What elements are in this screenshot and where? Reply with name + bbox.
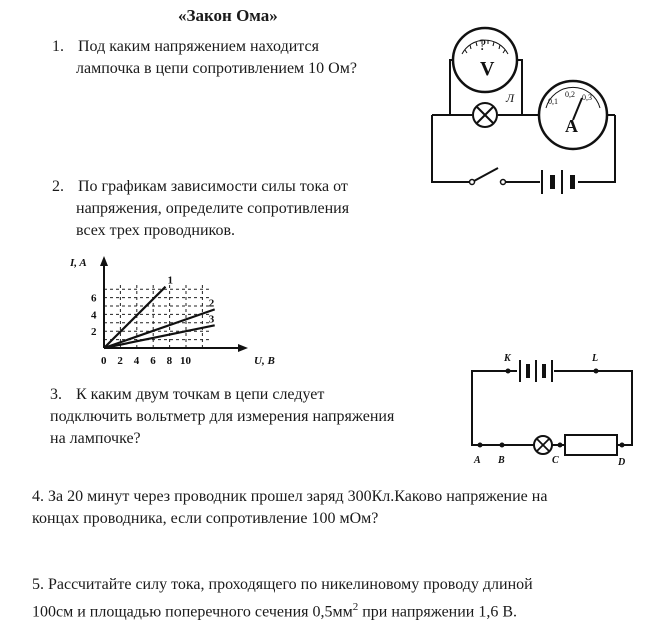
question-2-line-1: По графикам зависимости силы тока от — [78, 178, 348, 195]
x-tick-label: 10 — [180, 355, 191, 367]
ammeter-label: A — [565, 116, 578, 136]
question-4-line-2: концах проводника, если сопротивление 100 мОм? — [32, 510, 379, 527]
x-tick-label: 8 — [166, 355, 173, 367]
question-2-number: 2. — [52, 178, 64, 195]
x-tick-label: 0 — [101, 355, 107, 367]
question-2-line-3: всех трех проводников. — [76, 222, 236, 239]
question-2 — [52, 176, 397, 242]
voltmeter-icon — [453, 28, 517, 92]
y-tick-label: 4 — [91, 309, 97, 322]
question-1-number: 1. — [52, 38, 64, 55]
question-3-line-2: подключить вольтметр для измерения напряжения — [50, 408, 395, 425]
current-voltage-chart — [70, 250, 300, 378]
question-3-number: 3. — [50, 386, 62, 403]
question-5-line-2b: при напряжении 1,6 В. — [358, 603, 518, 621]
series-label-3: 3 — [208, 313, 215, 326]
y-axis-arrow — [100, 256, 108, 266]
resistor-icon — [565, 435, 617, 455]
ammeter-icon — [539, 81, 607, 149]
x-tick-label: 2 — [117, 355, 123, 367]
point-a-label: A — [474, 455, 481, 466]
x-tick-label: 6 — [150, 355, 156, 367]
question-4-number: 4. — [32, 488, 44, 505]
ammeter-scale-1: 0,1 — [548, 97, 558, 106]
question-5-line-2a: 100см и площадью поперечного сечения 0,5мм — [32, 603, 353, 621]
question-1-line-2: лампочка в цепи сопротивлением 10 Ом? — [76, 60, 357, 77]
point-b-label: B — [498, 455, 505, 466]
point-k-label: K — [504, 353, 511, 364]
lamp-label: Л — [506, 91, 515, 105]
x-axis-label: U, B — [254, 355, 275, 367]
question-4-line-1: За 20 минут через проводник прошел заряд 300Кл.Каково напряжение на — [48, 488, 548, 505]
lamp-icon — [534, 436, 552, 454]
question-3-line-3: на лампочке? — [50, 430, 141, 447]
question-5 — [32, 574, 642, 623]
worksheet-title: «Закон Ома» — [178, 6, 278, 25]
series-line-1 — [104, 287, 166, 348]
switch-icon — [470, 168, 506, 185]
question-4 — [32, 486, 632, 530]
point-c-label: C — [552, 455, 559, 466]
point-l-label: L — [592, 353, 599, 364]
circuit-diagram-1 — [410, 20, 635, 200]
ammeter-scale-3: 0,3 — [582, 93, 592, 102]
point-d-label: D — [618, 457, 626, 468]
battery-icon — [542, 170, 575, 194]
question-5-exponent: 2 — [352, 601, 359, 613]
y-tick-label: 6 — [91, 292, 97, 305]
circuit-diagram-2 — [462, 350, 647, 475]
series-label-2: 2 — [208, 297, 215, 310]
question-3 — [50, 384, 450, 450]
x-tick-label: 4 — [133, 355, 140, 367]
lamp-icon — [473, 103, 497, 127]
voltmeter-label: V — [480, 58, 495, 80]
question-1 — [52, 36, 382, 80]
question-3-line-1: К каким двум точкам в цепи следует — [76, 386, 325, 403]
x-axis-arrow — [238, 344, 248, 352]
series-label-1: 1 — [167, 274, 173, 287]
question-2-line-2: напряжения, определите сопротивления — [76, 200, 350, 217]
question-5-line-1: 5. Рассчитайте силу тока, проходящего по никелиновому проводу длиной — [32, 576, 533, 593]
y-axis-label: I, A — [70, 257, 87, 269]
question-1-line-1: Под каким напряжением находится — [78, 38, 319, 55]
svg-text:?: ? — [479, 37, 487, 54]
ammeter-scale-2: 0,2 — [565, 90, 575, 99]
y-tick-label: 2 — [91, 326, 97, 339]
battery-icon — [520, 360, 552, 382]
